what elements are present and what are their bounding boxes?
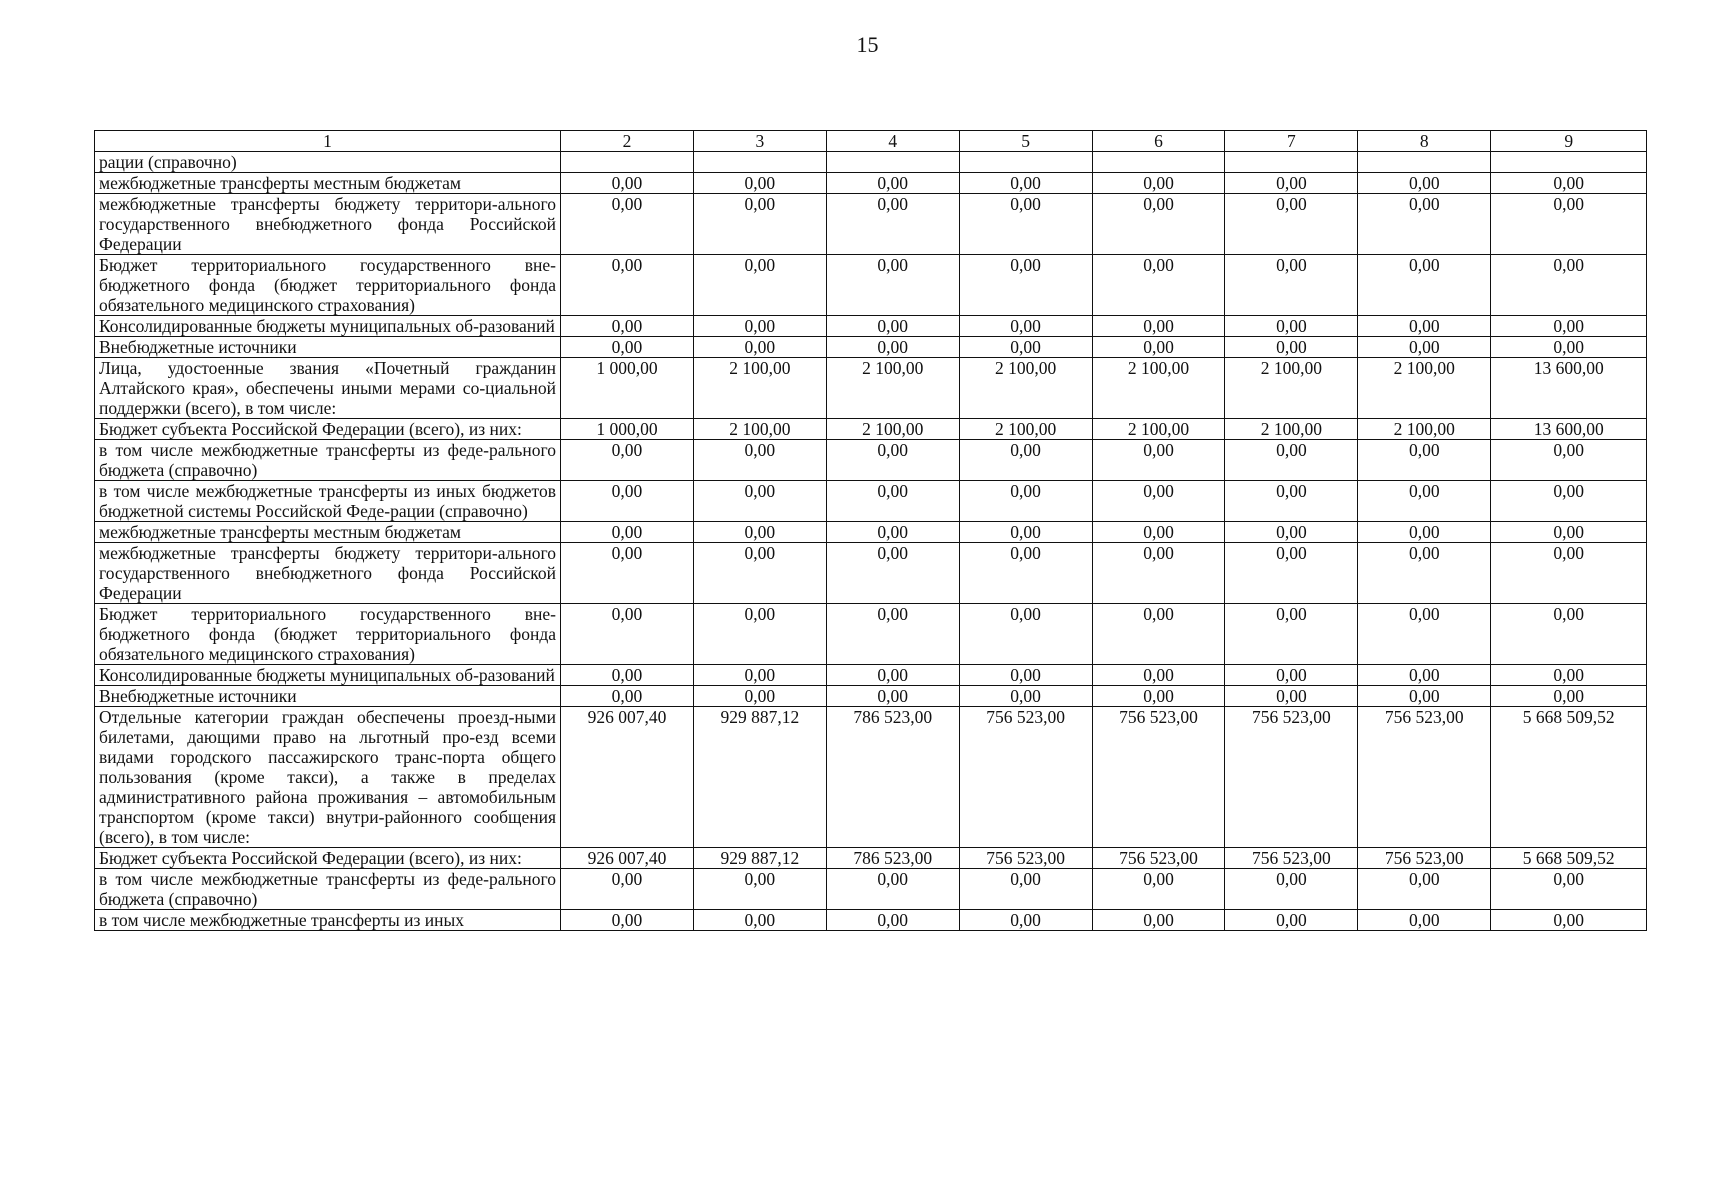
value-cell: 756 523,00 bbox=[1092, 848, 1225, 869]
value-cell: 0,00 bbox=[561, 543, 694, 604]
value-cell: 0,00 bbox=[561, 194, 694, 255]
column-header: 7 bbox=[1225, 131, 1358, 152]
value-cell: 0,00 bbox=[1491, 337, 1647, 358]
value-cell: 0,00 bbox=[1225, 173, 1358, 194]
value-cell: 0,00 bbox=[1491, 440, 1647, 481]
table-header-row bbox=[95, 131, 1647, 152]
value-cell: 0,00 bbox=[1491, 910, 1647, 931]
value-cell: 0,00 bbox=[561, 522, 694, 543]
value-cell: 0,00 bbox=[826, 255, 959, 316]
value-cell: 0,00 bbox=[1092, 337, 1225, 358]
value-cell: 0,00 bbox=[1225, 481, 1358, 522]
table-row bbox=[95, 604, 1647, 665]
table-row bbox=[95, 316, 1647, 337]
row-label: в том числе межбюджетные трансферты из феде-рального бюджета (справочно) bbox=[95, 869, 561, 910]
value-cell bbox=[1092, 152, 1225, 173]
table-body bbox=[95, 152, 1647, 931]
table-row bbox=[95, 522, 1647, 543]
table-row bbox=[95, 481, 1647, 522]
value-cell: 0,00 bbox=[1358, 337, 1491, 358]
value-cell: 0,00 bbox=[561, 255, 694, 316]
value-cell: 0,00 bbox=[1092, 869, 1225, 910]
value-cell: 0,00 bbox=[561, 316, 694, 337]
value-cell: 0,00 bbox=[959, 665, 1092, 686]
value-cell: 0,00 bbox=[1491, 604, 1647, 665]
row-label: Бюджет субъекта Российской Федерации (всего), из них: bbox=[95, 419, 561, 440]
value-cell: 2 100,00 bbox=[1358, 419, 1491, 440]
value-cell: 0,00 bbox=[959, 869, 1092, 910]
value-cell: 929 887,12 bbox=[693, 707, 826, 848]
value-cell: 756 523,00 bbox=[1358, 707, 1491, 848]
value-cell: 1 000,00 bbox=[561, 419, 694, 440]
value-cell: 0,00 bbox=[693, 869, 826, 910]
row-label: Бюджет территориального государственного вне-бюджетного фонда (бюджет территориального фонда обязательного медицинского страхования) bbox=[95, 255, 561, 316]
value-cell: 0,00 bbox=[826, 522, 959, 543]
value-cell: 926 007,40 bbox=[561, 707, 694, 848]
row-label: в том числе межбюджетные трансферты из иных бюджетов бюджетной системы Российской Феде-рации (справочно) bbox=[95, 481, 561, 522]
value-cell: 0,00 bbox=[959, 316, 1092, 337]
value-cell: 0,00 bbox=[1491, 194, 1647, 255]
value-cell: 929 887,12 bbox=[693, 848, 826, 869]
row-label: межбюджетные трансферты бюджету территори-ального государственного внебюджетного фонда Российской Федерации bbox=[95, 543, 561, 604]
value-cell: 0,00 bbox=[1358, 665, 1491, 686]
value-cell: 0,00 bbox=[1491, 255, 1647, 316]
value-cell bbox=[1225, 152, 1358, 173]
value-cell: 0,00 bbox=[693, 910, 826, 931]
value-cell: 0,00 bbox=[561, 686, 694, 707]
table-row bbox=[95, 194, 1647, 255]
value-cell: 0,00 bbox=[959, 337, 1092, 358]
value-cell: 0,00 bbox=[826, 604, 959, 665]
column-header: 3 bbox=[693, 131, 826, 152]
value-cell: 756 523,00 bbox=[1225, 707, 1358, 848]
table-row bbox=[95, 848, 1647, 869]
value-cell: 0,00 bbox=[1092, 255, 1225, 316]
value-cell: 756 523,00 bbox=[959, 707, 1092, 848]
value-cell: 0,00 bbox=[826, 665, 959, 686]
value-cell: 0,00 bbox=[826, 173, 959, 194]
value-cell: 0,00 bbox=[693, 440, 826, 481]
value-cell: 0,00 bbox=[1092, 194, 1225, 255]
value-cell: 2 100,00 bbox=[826, 358, 959, 419]
value-cell: 0,00 bbox=[1225, 255, 1358, 316]
value-cell: 0,00 bbox=[693, 481, 826, 522]
value-cell: 0,00 bbox=[1092, 440, 1225, 481]
row-label: Бюджет субъекта Российской Федерации (всего), из них: bbox=[95, 848, 561, 869]
table-row bbox=[95, 152, 1647, 173]
value-cell: 0,00 bbox=[959, 543, 1092, 604]
value-cell: 0,00 bbox=[1358, 194, 1491, 255]
table-row bbox=[95, 665, 1647, 686]
value-cell: 0,00 bbox=[1358, 604, 1491, 665]
value-cell bbox=[826, 152, 959, 173]
table-row bbox=[95, 543, 1647, 604]
value-cell: 0,00 bbox=[959, 686, 1092, 707]
value-cell: 0,00 bbox=[1092, 665, 1225, 686]
row-label: Консолидированные бюджеты муниципальных об-разований bbox=[95, 316, 561, 337]
value-cell: 0,00 bbox=[1092, 910, 1225, 931]
row-label: Лица, удостоенные звания «Почетный гражданин Алтайского края», обеспечены иными мерами со-циальной поддержки (всего), в том числе: bbox=[95, 358, 561, 419]
value-cell: 0,00 bbox=[1358, 522, 1491, 543]
column-header: 6 bbox=[1092, 131, 1225, 152]
value-cell: 0,00 bbox=[1491, 665, 1647, 686]
value-cell: 0,00 bbox=[1092, 686, 1225, 707]
value-cell: 2 100,00 bbox=[693, 419, 826, 440]
value-cell: 0,00 bbox=[826, 686, 959, 707]
value-cell: 0,00 bbox=[1225, 440, 1358, 481]
value-cell: 0,00 bbox=[826, 337, 959, 358]
value-cell: 0,00 bbox=[1491, 522, 1647, 543]
value-cell: 0,00 bbox=[1225, 604, 1358, 665]
value-cell: 0,00 bbox=[693, 194, 826, 255]
value-cell: 0,00 bbox=[959, 910, 1092, 931]
value-cell: 0,00 bbox=[826, 543, 959, 604]
value-cell: 0,00 bbox=[693, 255, 826, 316]
value-cell: 2 100,00 bbox=[693, 358, 826, 419]
value-cell: 0,00 bbox=[1225, 686, 1358, 707]
column-header: 4 bbox=[826, 131, 959, 152]
value-cell: 0,00 bbox=[1092, 522, 1225, 543]
value-cell: 0,00 bbox=[1491, 543, 1647, 604]
value-cell: 0,00 bbox=[1358, 910, 1491, 931]
page-number: 15 bbox=[856, 32, 879, 57]
value-cell: 0,00 bbox=[561, 337, 694, 358]
value-cell: 0,00 bbox=[959, 173, 1092, 194]
table-row bbox=[95, 419, 1647, 440]
value-cell: 0,00 bbox=[1225, 337, 1358, 358]
value-cell: 0,00 bbox=[826, 316, 959, 337]
value-cell: 0,00 bbox=[693, 522, 826, 543]
value-cell: 2 100,00 bbox=[1092, 419, 1225, 440]
value-cell: 0,00 bbox=[561, 665, 694, 686]
row-label: Бюджет территориального государственного вне-бюджетного фонда (бюджет территориального фонда обязательного медицинского страхования) bbox=[95, 604, 561, 665]
column-header: 1 bbox=[95, 131, 561, 152]
value-cell: 0,00 bbox=[693, 604, 826, 665]
value-cell: 0,00 bbox=[1491, 316, 1647, 337]
column-header: 5 bbox=[959, 131, 1092, 152]
table-row bbox=[95, 707, 1647, 848]
value-cell: 0,00 bbox=[959, 522, 1092, 543]
value-cell: 0,00 bbox=[1225, 910, 1358, 931]
row-label: в том числе межбюджетные трансферты из феде-рального бюджета (справочно) bbox=[95, 440, 561, 481]
value-cell: 0,00 bbox=[826, 869, 959, 910]
value-cell: 2 100,00 bbox=[1225, 419, 1358, 440]
value-cell: 0,00 bbox=[1092, 604, 1225, 665]
value-cell: 0,00 bbox=[693, 173, 826, 194]
value-cell: 2 100,00 bbox=[1225, 358, 1358, 419]
value-cell: 0,00 bbox=[826, 910, 959, 931]
value-cell: 0,00 bbox=[959, 481, 1092, 522]
value-cell: 0,00 bbox=[1358, 543, 1491, 604]
value-cell: 2 100,00 bbox=[959, 358, 1092, 419]
row-label: в том числе межбюджетные трансферты из иных bbox=[95, 910, 561, 931]
value-cell: 0,00 bbox=[959, 255, 1092, 316]
row-label: Внебюджетные источники bbox=[95, 337, 561, 358]
value-cell: 756 523,00 bbox=[1092, 707, 1225, 848]
row-label: межбюджетные трансферты местным бюджетам bbox=[95, 522, 561, 543]
value-cell: 0,00 bbox=[826, 481, 959, 522]
table-row bbox=[95, 358, 1647, 419]
value-cell: 0,00 bbox=[826, 440, 959, 481]
value-cell: 0,00 bbox=[1491, 869, 1647, 910]
value-cell: 0,00 bbox=[1225, 194, 1358, 255]
value-cell: 0,00 bbox=[959, 194, 1092, 255]
value-cell bbox=[561, 152, 694, 173]
value-cell: 13 600,00 bbox=[1491, 358, 1647, 419]
value-cell: 0,00 bbox=[1092, 543, 1225, 604]
table-row bbox=[95, 173, 1647, 194]
value-cell: 756 523,00 bbox=[1358, 848, 1491, 869]
value-cell: 2 100,00 bbox=[826, 419, 959, 440]
value-cell: 0,00 bbox=[561, 604, 694, 665]
value-cell: 0,00 bbox=[1358, 173, 1491, 194]
table-row bbox=[95, 686, 1647, 707]
value-cell: 0,00 bbox=[1092, 173, 1225, 194]
value-cell: 0,00 bbox=[693, 665, 826, 686]
value-cell: 0,00 bbox=[959, 440, 1092, 481]
value-cell: 0,00 bbox=[561, 440, 694, 481]
value-cell bbox=[693, 152, 826, 173]
value-cell: 0,00 bbox=[1225, 543, 1358, 604]
value-cell: 0,00 bbox=[826, 194, 959, 255]
value-cell: 0,00 bbox=[1491, 173, 1647, 194]
budget-table bbox=[94, 130, 1647, 931]
value-cell: 1 000,00 bbox=[561, 358, 694, 419]
value-cell: 13 600,00 bbox=[1491, 419, 1647, 440]
value-cell: 0,00 bbox=[561, 481, 694, 522]
table-row bbox=[95, 869, 1647, 910]
table-row bbox=[95, 440, 1647, 481]
table-row bbox=[95, 255, 1647, 316]
value-cell: 0,00 bbox=[693, 543, 826, 604]
value-cell bbox=[959, 152, 1092, 173]
value-cell: 2 100,00 bbox=[1092, 358, 1225, 419]
value-cell: 0,00 bbox=[1225, 316, 1358, 337]
value-cell: 0,00 bbox=[1491, 481, 1647, 522]
value-cell: 2 100,00 bbox=[959, 419, 1092, 440]
value-cell: 786 523,00 bbox=[826, 707, 959, 848]
value-cell: 5 668 509,52 bbox=[1491, 848, 1647, 869]
value-cell: 2 100,00 bbox=[1358, 358, 1491, 419]
value-cell: 0,00 bbox=[959, 604, 1092, 665]
value-cell: 926 007,40 bbox=[561, 848, 694, 869]
value-cell: 0,00 bbox=[1491, 686, 1647, 707]
value-cell: 0,00 bbox=[1358, 255, 1491, 316]
value-cell: 0,00 bbox=[561, 869, 694, 910]
value-cell: 0,00 bbox=[1225, 665, 1358, 686]
value-cell: 0,00 bbox=[1225, 869, 1358, 910]
column-header: 8 bbox=[1358, 131, 1491, 152]
value-cell: 0,00 bbox=[1358, 481, 1491, 522]
column-header: 9 bbox=[1491, 131, 1647, 152]
value-cell: 0,00 bbox=[1358, 316, 1491, 337]
column-header: 2 bbox=[561, 131, 694, 152]
value-cell: 0,00 bbox=[1092, 481, 1225, 522]
value-cell: 0,00 bbox=[1225, 522, 1358, 543]
value-cell: 756 523,00 bbox=[1225, 848, 1358, 869]
value-cell bbox=[1491, 152, 1647, 173]
table-row bbox=[95, 337, 1647, 358]
row-label: Внебюджетные источники bbox=[95, 686, 561, 707]
value-cell: 0,00 bbox=[693, 316, 826, 337]
value-cell: 0,00 bbox=[1092, 316, 1225, 337]
value-cell: 0,00 bbox=[1358, 686, 1491, 707]
value-cell: 0,00 bbox=[1358, 869, 1491, 910]
value-cell bbox=[1358, 152, 1491, 173]
row-label: Отдельные категории граждан обеспечены проезд-ными билетами, дающими право на льготный про-езд всеми видами городского пассажирского транс-порта общего пользования (кроме такси), а также в пределах административного района проживания – автомобильным транспортом (кроме такси) внутри-районного сообщения (всего), в том числе: bbox=[95, 707, 561, 848]
row-label: рации (справочно) bbox=[95, 152, 561, 173]
row-label: межбюджетные трансферты местным бюджетам bbox=[95, 173, 561, 194]
table-row bbox=[95, 910, 1647, 931]
value-cell: 756 523,00 bbox=[959, 848, 1092, 869]
row-label: межбюджетные трансферты бюджету территори-ального государственного внебюджетного фонда Российской Федерации bbox=[95, 194, 561, 255]
value-cell: 5 668 509,52 bbox=[1491, 707, 1647, 848]
value-cell: 0,00 bbox=[561, 173, 694, 194]
row-label: Консолидированные бюджеты муниципальных об-разований bbox=[95, 665, 561, 686]
value-cell: 0,00 bbox=[561, 910, 694, 931]
value-cell: 0,00 bbox=[1358, 440, 1491, 481]
value-cell: 0,00 bbox=[693, 686, 826, 707]
value-cell: 0,00 bbox=[693, 337, 826, 358]
value-cell: 786 523,00 bbox=[826, 848, 959, 869]
